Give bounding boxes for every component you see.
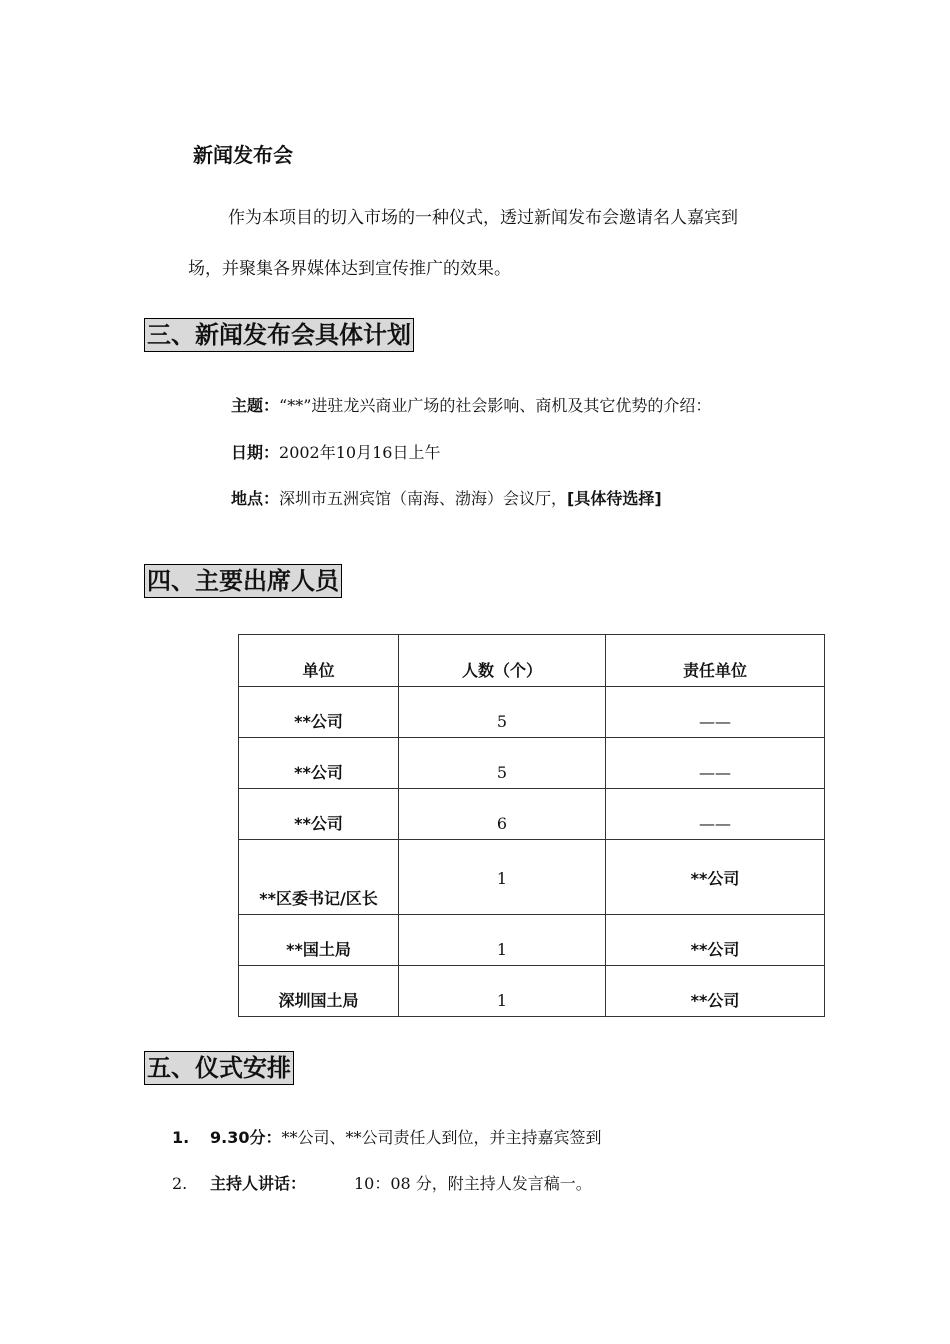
list-number: 2. <box>172 1174 188 1193</box>
table-row <box>239 915 825 966</box>
place-value: 深圳市五洲宾馆（南海、渤海）会议厅， <box>279 489 568 508</box>
section-5-heading: 五、仪式安排 <box>144 1051 294 1085</box>
theme-value: “**”进驻龙兴商业广场的社会影响、商机及其它优势的介绍： <box>279 396 712 415</box>
header-count: 人数（个） <box>399 635 606 687</box>
date-line <box>231 440 440 463</box>
table-row <box>239 738 825 789</box>
cell-count: 1 <box>399 915 606 966</box>
section-4-heading: 四、主要出席人员 <box>144 564 342 598</box>
cell-unit: **区委书记/区长 <box>239 840 399 915</box>
cell-responsible: —— <box>606 687 825 738</box>
cell-count: 6 <box>399 789 606 840</box>
table-row <box>239 789 825 840</box>
place-line <box>231 486 662 509</box>
cell-unit: 深圳国土局 <box>239 966 399 1017</box>
cell-count: 5 <box>399 687 606 738</box>
intro-line-1: 作为本项目的切入市场的一种仪式，透过新闻发布会邀请名人嘉宾到 <box>228 208 738 228</box>
table-header-row <box>239 635 825 687</box>
list-number: 1. <box>172 1128 190 1147</box>
date-label: 日期： <box>231 443 280 462</box>
cell-unit: **公司 <box>239 738 399 789</box>
theme-label: 主题： <box>231 396 280 415</box>
cell-responsible: —— <box>606 738 825 789</box>
cell-responsible: **公司 <box>606 840 825 915</box>
cell-count: 5 <box>399 738 606 789</box>
theme-line <box>231 393 711 416</box>
cell-count: 1 <box>399 966 606 1017</box>
header-unit: 单位 <box>239 635 399 687</box>
place-note: [具体待选择] <box>567 489 662 508</box>
list-label: 9.30分： <box>210 1128 282 1147</box>
attendees-table <box>238 634 825 1017</box>
intro-line-2: 场，并聚集各界媒体达到宣传推广的效果。 <box>188 259 511 279</box>
section-3-heading: 三、新闻发布会具体计划 <box>144 318 414 352</box>
header-responsible: 责任单位 <box>606 635 825 687</box>
cell-unit: **国土局 <box>239 915 399 966</box>
cell-count: 1 <box>399 840 606 915</box>
table-row <box>239 687 825 738</box>
list-text: **公司、**公司责任人到位，并主持嘉宾签到 <box>281 1128 602 1147</box>
list-text: 10：08 分，附主持人发言稿一。 <box>354 1174 592 1193</box>
list-item <box>172 1125 602 1148</box>
cell-responsible: —— <box>606 789 825 840</box>
cell-unit: **公司 <box>239 789 399 840</box>
subsection-title: 新闻发布会 <box>193 143 293 167</box>
date-value: 2002年10月16日上午 <box>279 443 441 462</box>
list-label: 主持人讲话： <box>210 1174 307 1193</box>
table-row <box>239 840 825 915</box>
list-item <box>172 1171 592 1194</box>
cell-unit: **公司 <box>239 687 399 738</box>
cell-responsible: **公司 <box>606 915 825 966</box>
table-row <box>239 966 825 1017</box>
cell-responsible: **公司 <box>606 966 825 1017</box>
place-label: 地点： <box>231 489 280 508</box>
